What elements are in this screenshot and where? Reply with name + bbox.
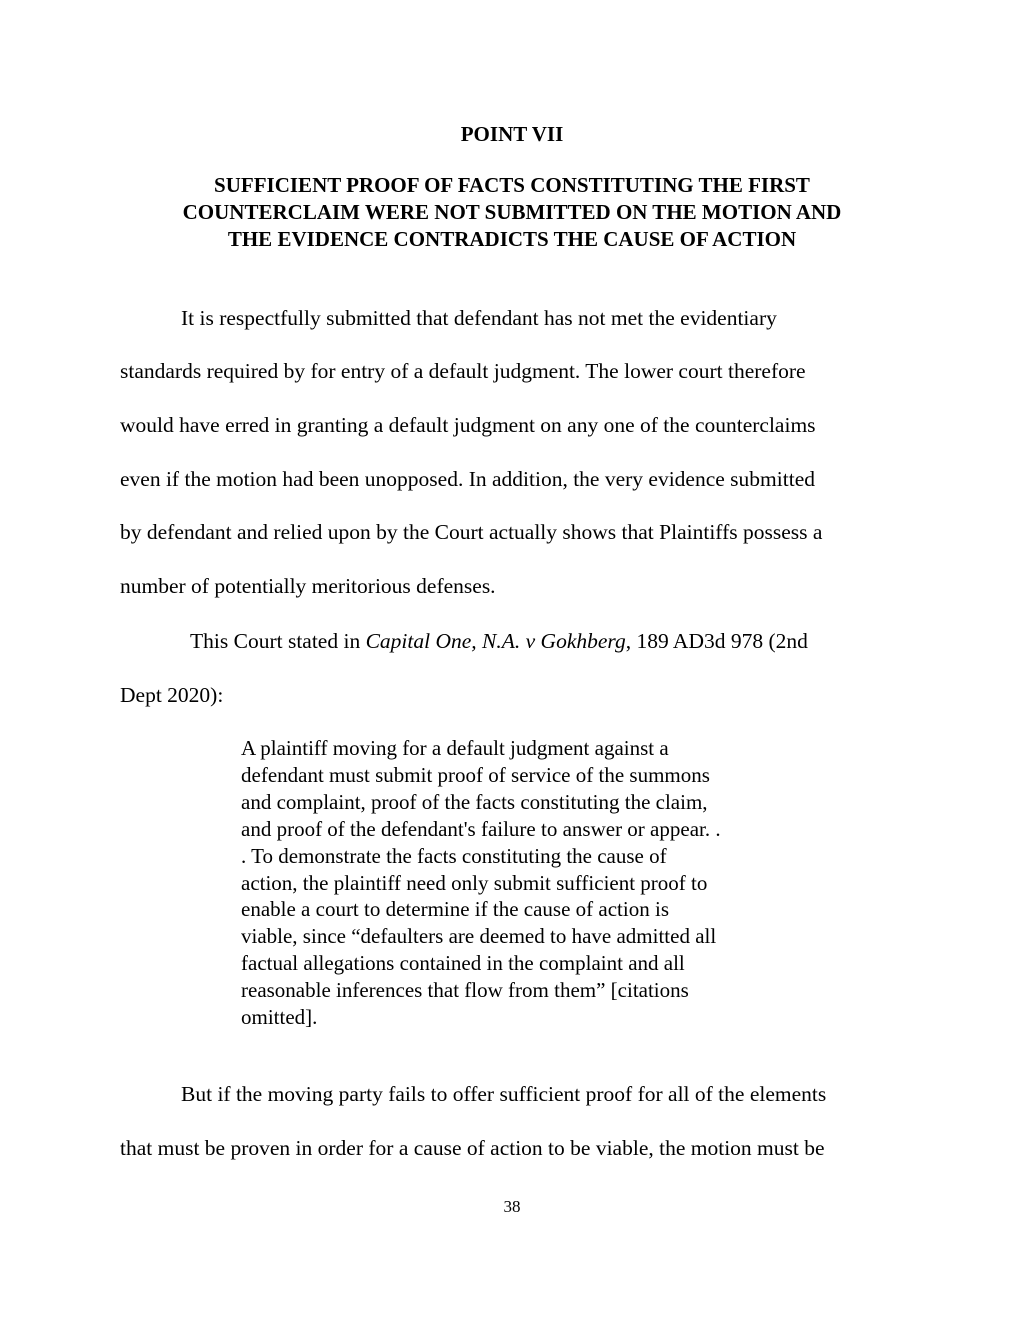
page-number: 38 <box>503 1197 521 1216</box>
block-quote <box>241 735 721 1031</box>
paragraph-line: that must be proven in order for a cause of action to be viable, the motion must be <box>120 1136 825 1160</box>
paragraph-line: But if the moving party fails to offer sufficient proof for all of the elements <box>181 1082 827 1106</box>
section-title-line: SUFFICIENT PROOF OF FACTS CONSTITUTING THE FIRST <box>214 173 810 197</box>
quote-line: and proof of the defendant's failure to answer or appear. . <box>241 816 721 841</box>
quote-line: A plaintiff moving for a default judgment against a <box>241 736 669 760</box>
paragraph-line: It is respectfully submitted that defendant has not met the evidentiary <box>181 306 777 330</box>
quote-line: action, the plaintiff need only submit sufficient proof to <box>241 870 708 895</box>
section-title-line: COUNTERCLAIM WERE NOT SUBMITTED ON THE MOTION AND <box>182 200 842 224</box>
quote-line: reasonable inferences that flow from them” [citations <box>241 978 689 1003</box>
section-title <box>0 172 1024 253</box>
paragraph-line: by defendant and relied upon by the Court actually shows that Plaintiffs possess a <box>120 520 823 544</box>
paragraph-line: number of potentially meritorious defenses. <box>120 574 496 598</box>
quote-line: enable a court to determine if the cause of action is <box>241 897 669 922</box>
section-title-line: THE EVIDENCE CONTRADICTS THE CAUSE OF ACTION <box>227 227 797 251</box>
quote-line: defendant must submit proof of service of the summons <box>241 762 710 787</box>
paragraph-line: standards required by for entry of a default judgment. The lower court therefore <box>120 359 806 383</box>
paragraph-line: would have erred in granting a default judgment on any one of the counterclaims <box>120 413 816 437</box>
quote-line: . To demonstrate the facts constituting the cause of <box>241 843 667 868</box>
citation-prefix: This Court stated in <box>190 629 366 653</box>
case-citation-line <box>190 628 808 654</box>
case-name: Capital One, N.A. v Gokhberg <box>365 629 626 653</box>
citation-suffix: , 189 AD3d 978 (2nd <box>625 629 808 653</box>
paragraph-line: even if the motion had been unopposed. In addition, the very evidence submitted <box>120 467 815 491</box>
point-heading: POINT VII <box>460 122 564 146</box>
quote-line: omitted]. <box>241 1005 318 1030</box>
quote-line: and complaint, proof of the facts constituting the claim, <box>241 789 708 814</box>
quote-line: factual allegations contained in the complaint and all <box>241 951 685 976</box>
quote-line: viable, since “defaulters are deemed to have admitted all <box>241 924 717 949</box>
paragraph-line: Dept 2020): <box>120 683 224 707</box>
